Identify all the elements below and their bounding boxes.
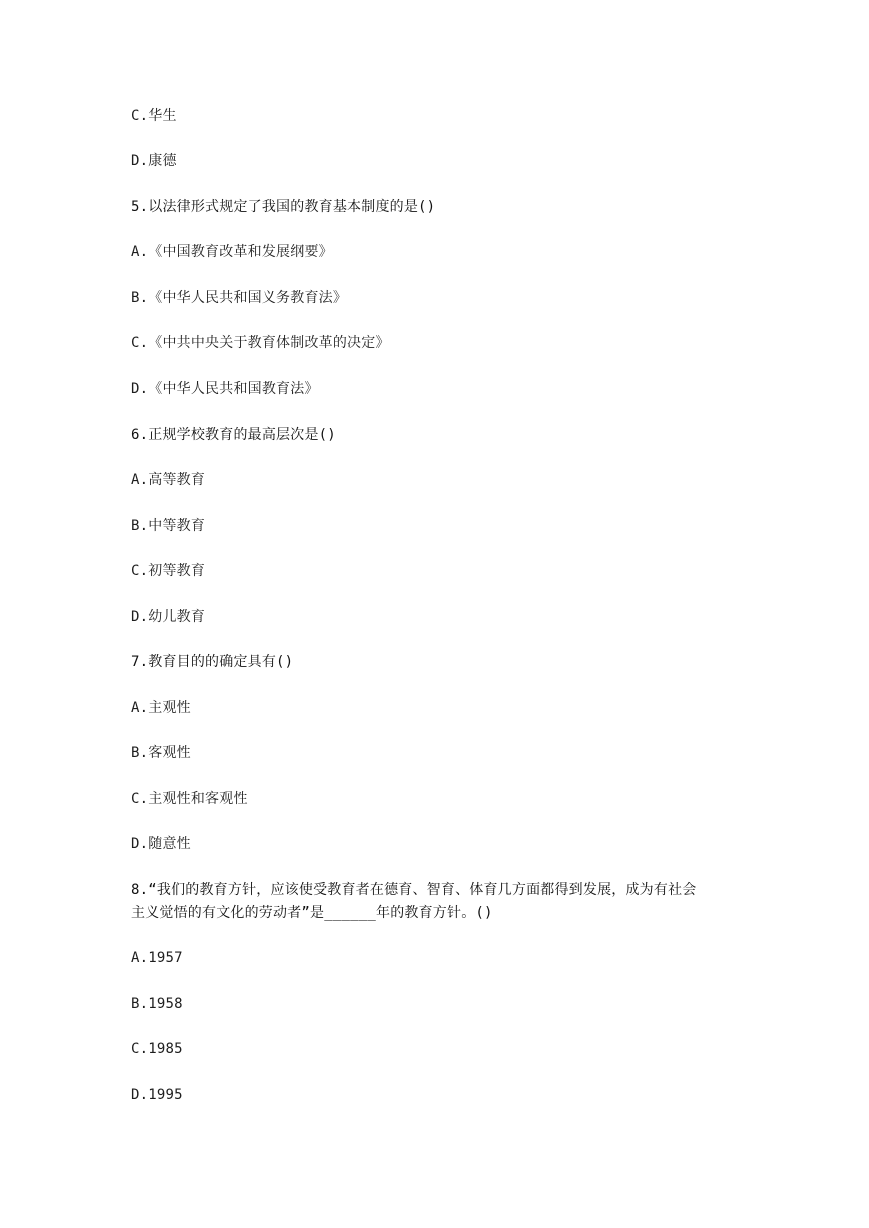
question-8-line-2: 主义觉悟的有文化的劳动者”是______年的教育方针。() [131,905,493,921]
question-6: 6.正规学校教育的最高层次是() [131,427,336,443]
option-a: A.高等教育 [131,472,206,488]
option-a: A.主观性 [131,700,191,716]
option-b: B.客观性 [131,745,191,761]
question-5: 5.以法律形式规定了我国的教育基本制度的是() [131,199,436,215]
option-c: C.初等教育 [131,563,206,579]
option-b: B.《中华人民共和国义务教育法》 [131,290,348,306]
option-a: A.《中国教育改革和发展纲要》 [131,244,333,260]
option-d: D.1995 [131,1087,183,1103]
option-d: D.幼儿教育 [131,609,206,625]
option-c: C.华生 [131,108,177,124]
option-c: C.1985 [131,1041,183,1057]
option-c: C.《中共中央关于教育体制改革的决定》 [131,335,390,351]
option-a: A.1957 [131,950,183,966]
option-b: B.中等教育 [131,518,206,534]
question-8-line-1: 8.“我们的教育方针，应该使受教育者在德育、智育、体育几方面都得到发展，成为有社会 [131,882,697,898]
option-d: D.康德 [131,153,177,169]
option-b: B.1958 [131,996,183,1012]
option-d: D.随意性 [131,836,191,852]
question-7: 7.教育目的的确定具有() [131,654,294,670]
option-d: D.《中华人民共和国教育法》 [131,381,319,397]
option-c: C.主观性和客观性 [131,791,248,807]
